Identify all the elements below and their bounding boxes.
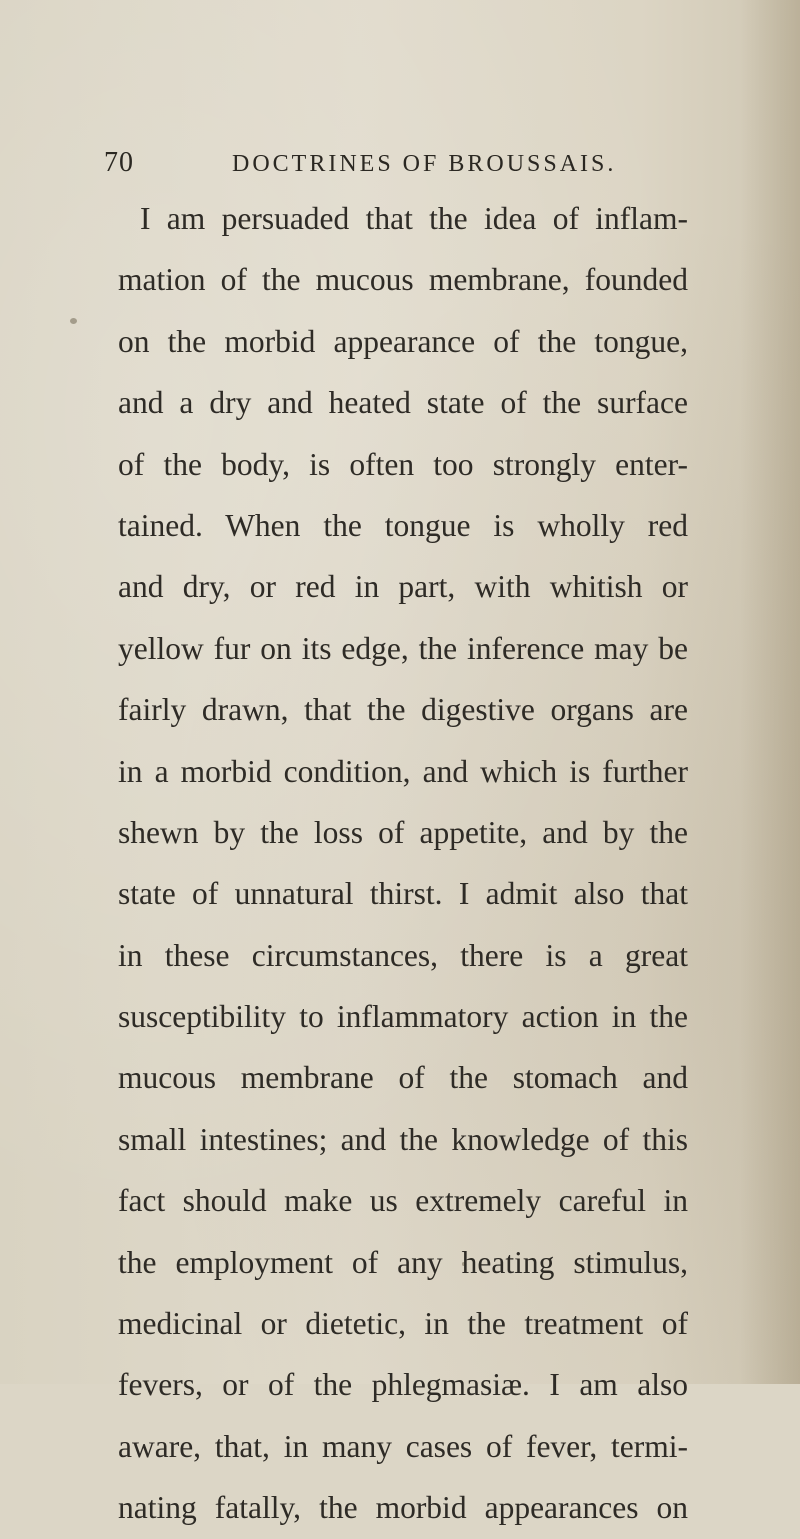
text-line: susceptibility to inflammatory action in the bbox=[118, 999, 688, 1035]
text-line: state of unnatural thirst. I admit also that bbox=[118, 876, 688, 912]
body-text bbox=[118, 188, 688, 1539]
text-line: tained. When the tongue is wholly red bbox=[118, 507, 688, 543]
text-line: mation of the mucous membrane, founded bbox=[118, 262, 688, 298]
text-line: mucous membrane of the stomach and bbox=[118, 1060, 688, 1096]
text-line: of the body, is often too strongly enter- bbox=[118, 446, 688, 482]
text-line: in these circumstances, there is a great bbox=[118, 937, 688, 973]
text-line: yellow fur on its edge, the inference may be bbox=[118, 630, 688, 666]
text-line: fact should make us extremely careful in bbox=[118, 1183, 688, 1219]
text-line: fevers, or of the phlegmasiæ. I am also bbox=[118, 1367, 688, 1403]
text-line: medicinal or dietetic, in the treatment of bbox=[118, 1306, 688, 1342]
text-line: and dry, or red in part, with whitish or bbox=[118, 569, 688, 605]
running-head: DOCTRINES OF BROUSSAIS. bbox=[232, 151, 617, 177]
text-line: nating fatally, the morbid appearances on bbox=[118, 1490, 688, 1526]
text-line: fairly drawn, that the digestive organs are bbox=[118, 692, 688, 728]
text-line: shewn by the loss of appetite, and by the bbox=[118, 814, 688, 850]
text-line: aware, that, in many cases of fever, termi- bbox=[118, 1428, 688, 1464]
text-line: in a morbid condition, and which is further bbox=[118, 753, 688, 789]
text-line: and a dry and heated state of the surface bbox=[118, 385, 688, 421]
text-line: the employment of any heating stimulus, bbox=[118, 1244, 688, 1280]
text-line: small intestines; and the knowledge of this bbox=[118, 1121, 688, 1157]
paper-blemish bbox=[70, 318, 77, 324]
text-line: I am persuaded that the idea of inflam- bbox=[140, 201, 688, 236]
text-line: on the morbid appearance of the tongue, bbox=[118, 323, 688, 359]
page-edge-shadow bbox=[740, 0, 800, 1384]
page-number: 70 bbox=[104, 147, 134, 178]
page-header bbox=[0, 147, 800, 187]
